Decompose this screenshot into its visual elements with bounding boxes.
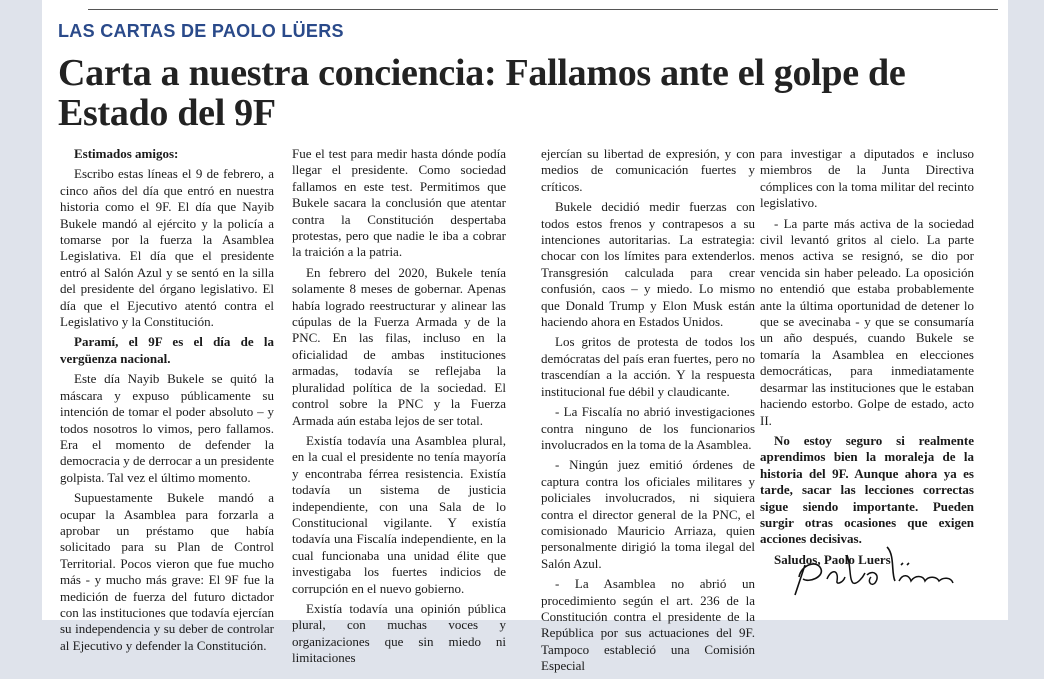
- column-3: [541, 146, 755, 679]
- paragraph: - La Asamblea no abrió un procedimiento según el art. 236 de la Constitución contra el presidente de la República por sus actuaciones del 9F. Tampoco estableció una Comisión Especial: [541, 576, 755, 674]
- headline: Carta a nuestra conciencia: Fallamos ante el golpe de Estado del 9F: [58, 52, 906, 134]
- newspaper-page: [42, 0, 1008, 674]
- paragraph: ejercían su libertad de expresión, y con medios de comunicación fuertes y críticos.: [541, 146, 755, 194]
- section-kicker: LAS CARTAS DE PAOLO LÜERS: [58, 21, 344, 41]
- right-margin: [1008, 0, 1044, 620]
- paragraph: - La Fiscalía no abrió investigaciones contra ninguno de los funcionarios involucrados en la toma de la Asamblea.: [541, 404, 755, 452]
- top-rule: [88, 9, 998, 10]
- column-4: [760, 146, 974, 572]
- left-margin: [0, 0, 42, 620]
- column-2: [292, 146, 506, 671]
- paragraph: Los gritos de protesta de todos los demócratas del país eran fuertes, pero no trascendían a la acción. Y la respuesta institucional fue débil y claudicante.: [541, 334, 755, 399]
- paragraph: - La parte más activa de la sociedad civil levantó gritos al cielo. La parte menos activa se resignó, se dio por vencida sin haber peleado. La oposición no entendió que estaba probablemente ante la última oportunidad de detener lo que se avecinaba - y que se consumaría un año después, cuando Bukele se tomaría la Asamblea en elecciones democráticas, para inmediatamente desarmar las instituciones que le estaban haciendo estorbo. Golpe de estado, acto II.: [760, 215, 974, 428]
- paragraph: Paramí, el 9F es el día de la vergüenza nacional.: [60, 334, 274, 366]
- paragraph: No estoy seguro si realmente aprendimos bien la moraleja de la historia del 9F. Aunque ahora ya es tarde, sacar las lecciones correctas sigue siendo importante. Pueden surgir otras ocasiones que exigen acciones decisivas.: [760, 432, 974, 547]
- paragraph: Supuestamente Bukele mandó a ocupar la Asamblea para forzarla a aprobar un préstamo que había solicitado para su Plan de Control Territorial. Pocos vieron que fue mucho más - y mucho más grave: El 9F fue la medición de fuerza del futuro dictador con las instituciones que todavía ejercían su independencia y su deber de controlar al Ejecutivo y defender la Constitución.: [60, 490, 274, 653]
- signature-image: [787, 525, 987, 605]
- paragraph: En febrero del 2020, Bukele tenía solamente 8 meses de gobernar. Apenas había logrado reestructurar y alinear las cúpulas de la Fuerza Armada y de la PNC. En las filas, incluso en la oficialidad de ambas instituciones armadas, todavía se reflejaba la pluralidad política de la sociedad. El control sobre la PNC y la Fuerza Armada aún estaba lejos de ser total.: [292, 264, 506, 428]
- paragraph: Este día Nayib Bukele se quitó la máscara y expuso públicamente su intención de tomar el poder absoluto – y todos nosotros lo vimos, pero fallamos. Era el momento de defender la democracia y de derrocar a un presidente golpista. Tal vez el último momento.: [60, 371, 274, 485]
- paragraph: Existía todavía una opinión pública plural, con muchas voces y organizaciones que sin miedo ni limitaciones: [292, 600, 506, 666]
- column-1: [60, 146, 274, 658]
- paragraph: Fue el test para medir hasta dónde podía llegar el presidente. Como sociedad fallamos en este test. Permitimos que Bukele sacara la conclusión que atentar contra la Constitución despertaba protestas, pero que nadie le iba a cobrar la traición a la patria.: [292, 146, 506, 260]
- paragraph: Estimados amigos:: [74, 146, 179, 161]
- paragraph: Saludos, Paolo Luers: [774, 551, 891, 567]
- paragraph: Escribo estas líneas el 9 de febrero, a cinco años del día que entró en nuestra historia como el 9F. El día que Nayib Bukele mandó al ejército y la policía a tomarse por la fuerza la Asamblea Legislativa. El día que el presidente entró al Salón Azul y se sentó en la silla del presidente del órgano legislativo. El día que el Ejecutivo atentó contra el Legislativo y la Constitución.: [60, 166, 274, 330]
- paragraph: Bukele decidió medir fuerzas con todos estos frenos y contrapesos a su intenciones autoritarias. La estrategia: chocar con los límites para extenderlos. Transgresión calculada para crear confusión, caos – y miedo. Lo mismo que Donald Trump y Elon Musk están haciendo ahora en Estados Unidos.: [541, 199, 755, 330]
- paragraph: - Ningún juez emitió órdenes de captura contra los oficiales militares y policiales involucrados, ni siquiera contra el director general de la PNC, el comisionado Mauricio Arriaza, quien personalmente dirigió la toma ilegal del Salón Azul.: [541, 457, 755, 571]
- paragraph: Existía todavía una Asamblea plural, en la cual el presidente no tenía mayoría y encontraba férrea resistencia. Existía todavía un sistema de justicia independiente, con una Sala de lo Constitucional vigilante. Y existía todavía una Fiscalía independiente, en la cual funcionaba una unidad élite que investigaba los fuertes indicios de corrupción en el nuevo gobierno.: [292, 432, 506, 596]
- paragraph: para investigar a diputados e incluso miembros de la Junta Directiva cómplices con la toma militar del recinto legislativo.: [760, 146, 974, 211]
